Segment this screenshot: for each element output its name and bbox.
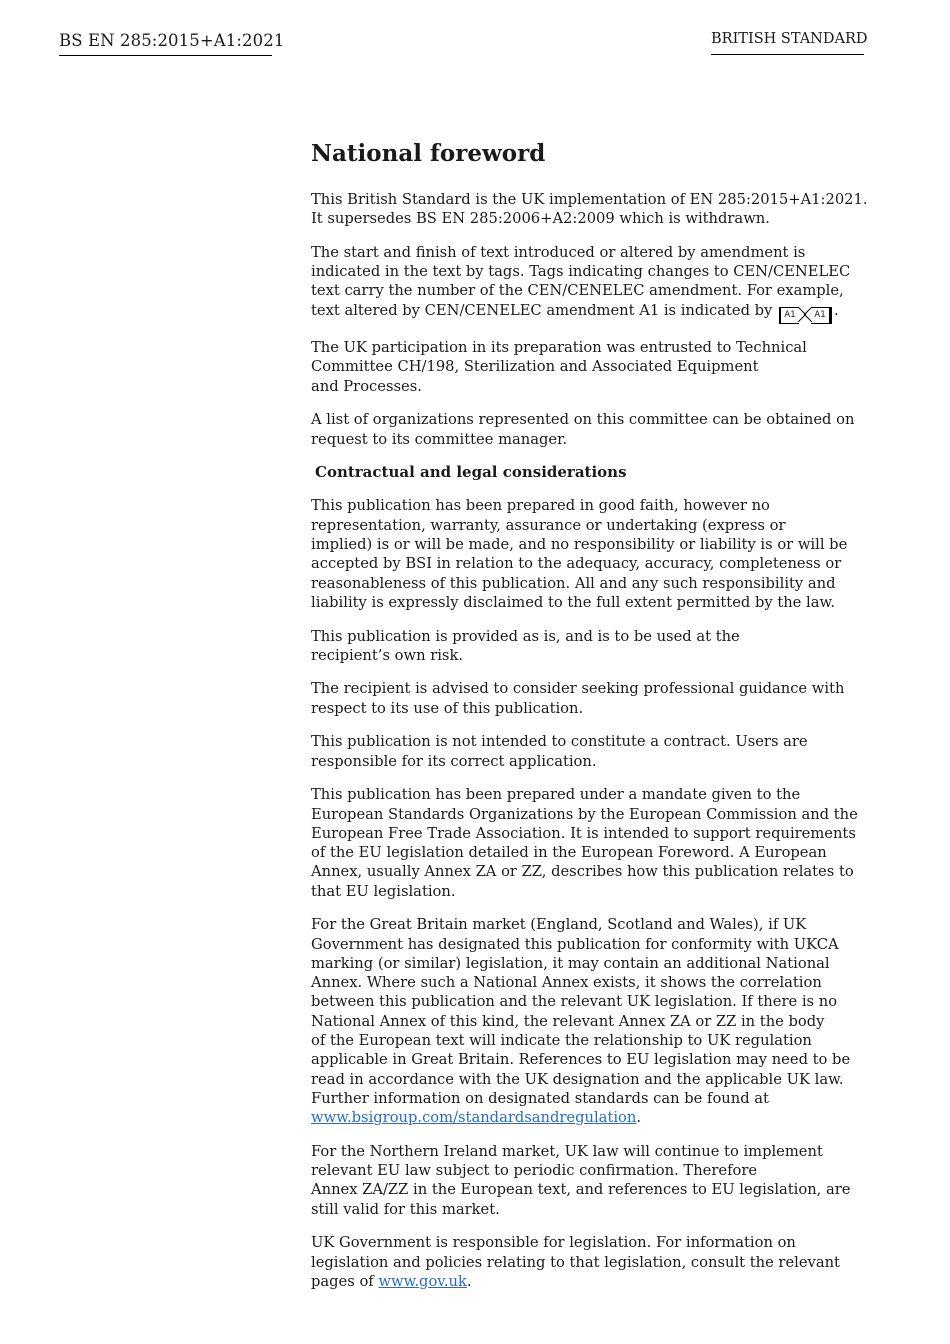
paragraph-great-britain xyxy=(311,915,871,1127)
text-line: respect to its use of this publication. xyxy=(311,699,584,717)
text-line: European Free Trade Association. It is intended to support requirements xyxy=(311,824,856,842)
text-line: A list of organizations represented on this committee can be obtained on xyxy=(311,411,855,429)
text-line: This British Standard is the UK implementation of EN 285:2015+A1:2021. xyxy=(311,191,868,208)
paragraph-guidance xyxy=(311,679,871,718)
text-line: of the European text will indicate the relationship to UK regulation xyxy=(311,1032,812,1050)
text-line: The UK participation in its preparation was entrusted to Technical xyxy=(311,339,807,357)
paragraph-northern-ireland xyxy=(311,1142,871,1219)
text-line: Annex. Where such a National Annex exists, it shows the correlation xyxy=(311,974,822,992)
text-line: of the EU legislation detailed in the European Foreword. A European xyxy=(311,844,827,862)
text-line: implied) is or will be made, and no responsibility or liability is or will be xyxy=(311,536,848,554)
document-series: BRITISH STANDARD xyxy=(711,31,864,55)
text-line: National Annex of this kind, the relevant Annex ZA or ZZ in the body xyxy=(311,1012,825,1030)
text-line: between this publication and the relevant UK legislation. If there is no xyxy=(311,993,838,1011)
text-line: Further information on designated standards can be found at xyxy=(311,1089,769,1107)
text-line: and Processes. xyxy=(311,377,422,395)
text-line: The start and finish of text introduced or altered by amendment is xyxy=(311,243,806,261)
text-line: Annex ZA/ZZ in the European text, and references to EU legislation, are xyxy=(311,1181,851,1199)
paragraph-committee xyxy=(311,338,871,396)
great-britain-link-line xyxy=(311,1108,871,1127)
text-line: Annex, usually Annex ZA or ZZ, describes how this publication relates to xyxy=(311,863,854,881)
government-prefix: pages of xyxy=(311,1272,374,1290)
amendment-last-line xyxy=(311,301,871,324)
paragraph-good-faith xyxy=(311,496,871,612)
government-text xyxy=(311,1233,871,1272)
paragraph-as-is xyxy=(311,627,871,666)
text-line: responsible for its correct application. xyxy=(311,752,597,770)
paragraph-contract xyxy=(311,732,871,771)
great-britain-end: . xyxy=(636,1109,642,1127)
text-line: relevant EU law subject to periodic confirmation. Therefore xyxy=(311,1162,758,1180)
government-end: . xyxy=(466,1272,472,1290)
text-line: that EU legislation. xyxy=(311,882,456,900)
text-line: still valid for this market. xyxy=(311,1200,500,1218)
text-line: This publication is not intended to constitute a contract. Users are xyxy=(311,733,808,751)
text-line: marking (or similar) legislation, it may contain an additional National xyxy=(311,954,830,972)
document-id: BS EN 285:2015+A1:2021 xyxy=(59,31,272,56)
text-line: For the Northern Ireland market, UK law will continue to implement xyxy=(311,1142,823,1160)
text-line: For the Great Britain market (England, Scotland and Wales), if UK xyxy=(311,916,807,934)
text-line: European Standards Organizations by the European Commission and the xyxy=(311,805,858,823)
text-line: accepted by BSI in relation to the adequacy, accuracy, completeness or xyxy=(311,555,842,573)
text-line: Committee CH/198, Sterilization and Associated Equipment xyxy=(311,358,759,376)
government-link-line xyxy=(311,1272,871,1291)
paragraph-implementation xyxy=(311,190,871,229)
amendment-end: . xyxy=(834,301,839,319)
text-line: This publication is provided as is, and is to be used at the xyxy=(311,627,740,645)
paragraph-government xyxy=(311,1233,871,1291)
great-britain-text xyxy=(311,915,871,1108)
paragraph-amendment-tags xyxy=(311,243,871,324)
amendment-text xyxy=(311,243,871,301)
text-line: legislation and policies relating to that legislation, consult the relevant xyxy=(311,1253,840,1271)
amendment-open-tag-icon: A1 xyxy=(779,307,799,324)
paragraph-organizations xyxy=(311,410,871,449)
text-line: The recipient is advised to consider seeking professional guidance with xyxy=(311,680,845,698)
amendment-close-tag-icon: A1 xyxy=(811,307,832,324)
section-heading: Contractual and legal considerations xyxy=(315,463,627,482)
text-line: recipient’s own risk. xyxy=(311,646,464,664)
amendment-last-text: text altered by CEN/CENELEC amendment A1 is indicated by xyxy=(311,301,773,319)
text-line: liability is expressly disclaimed to the full extent permitted by the law. xyxy=(311,593,835,611)
page-title: National foreword xyxy=(311,140,546,167)
text-line: reasonableness of this publication. All and any such responsibility and xyxy=(311,574,836,592)
text-line: text carry the number of the CEN/CENELEC amendment. For example, xyxy=(311,282,844,300)
text-line: This publication has been prepared under a mandate given to the xyxy=(311,786,801,804)
text-line: request to its committee manager. xyxy=(311,430,568,448)
text-line: indicated in the text by tags. Tags indicating changes to CEN/CENELEC xyxy=(311,263,851,281)
bsigroup-link[interactable]: www.bsigroup.com/standardsandregulation xyxy=(311,1109,637,1127)
text-line: applicable in Great Britain. References to EU legislation may need to be xyxy=(311,1051,851,1069)
paragraph-mandate xyxy=(311,785,871,901)
gov-uk-link[interactable]: www.gov.uk xyxy=(378,1272,467,1290)
text-line: representation, warranty, assurance or undertaking (express or xyxy=(311,516,786,534)
text-line: read in accordance with the UK designation and the applicable UK law. xyxy=(311,1070,844,1088)
text-line: It supersedes BS EN 285:2006+A2:2009 which is withdrawn. xyxy=(311,210,770,228)
text-line: Government has designated this publication for conformity with UKCA xyxy=(311,935,839,953)
text-line: UK Government is responsible for legislation. For information on xyxy=(311,1234,796,1252)
main-content xyxy=(311,139,871,1306)
text-line: This publication has been prepared in good faith, however no xyxy=(311,497,770,515)
